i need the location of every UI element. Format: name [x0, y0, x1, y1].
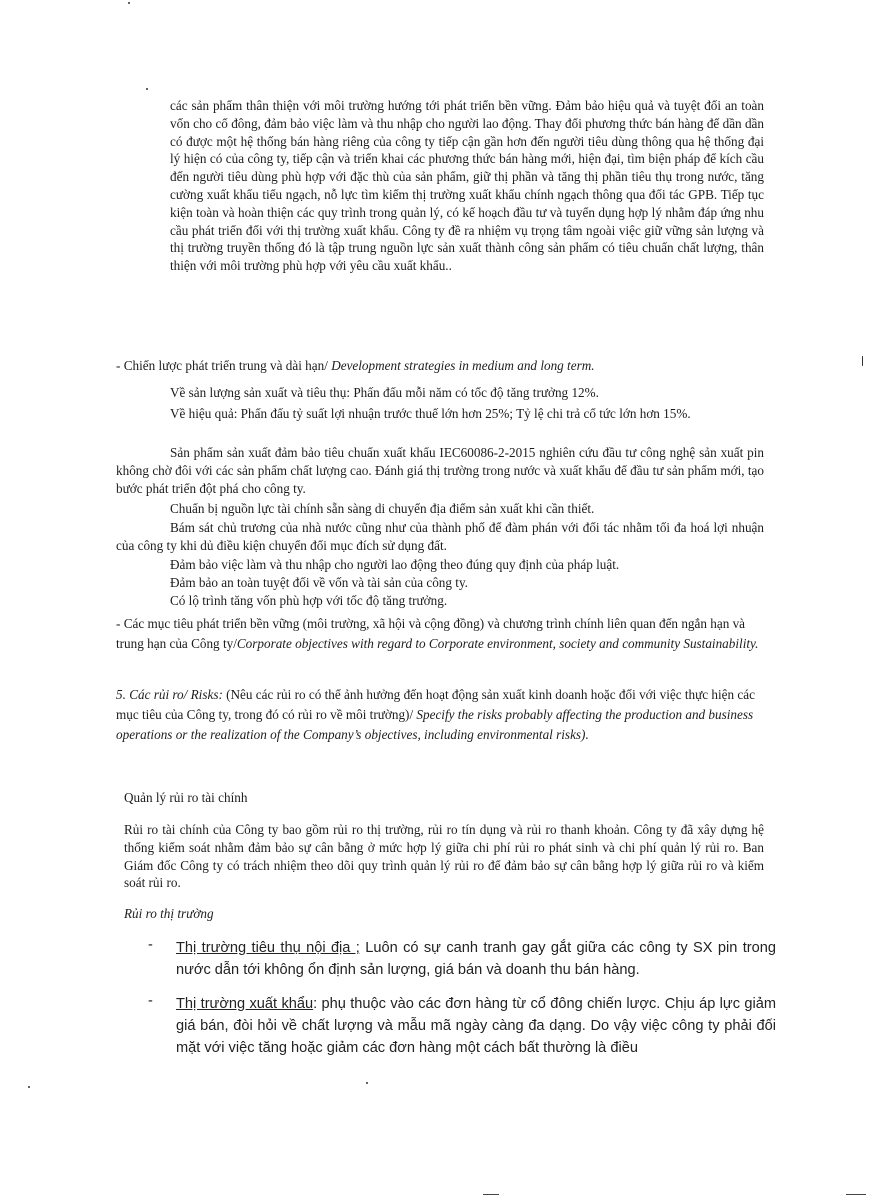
risks-title: 5. Các rủi ro/ Risks:: [116, 687, 223, 702]
strategy-heading: [116, 357, 776, 375]
financial-risk-heading-text: Quản lý rủi ro tài chính: [124, 790, 248, 805]
bullet-item-1: [176, 937, 776, 981]
scan-speck: [28, 1086, 30, 1088]
strategy-line-2: [116, 405, 764, 423]
strategy-line-3: [116, 444, 764, 497]
strategy-line-5: [116, 519, 764, 555]
risks-desc-vn: (Nêu các rủi ro có thể ảnh hưởng đến hoạt động sản xuất kinh doanh hoặc đối với việc thực hiện các mục tiêu của Công ty, trong đó có rủi ro về môi trường)/: [116, 687, 755, 722]
strategy-line-1-text: Về sản lượng sản xuất và tiêu thụ: Phấn đấu mỗi năm có tốc độ tăng trưởng 12%.: [170, 385, 599, 400]
risks-desc-en: Specify the risks probably affecting the production and business operations or the realization of the Company’s objectives, including environmental risks).: [116, 707, 754, 742]
market-risk-heading-text: Rủi ro thị trường: [124, 906, 214, 921]
strategy-heading-en: Development strategies in medium and long term.: [331, 358, 595, 373]
strategy-line-6-text: Đảm bảo việc làm và thu nhập cho người lao động theo đúng quy định của pháp luật.: [170, 557, 620, 572]
strategy-line-1: [170, 384, 770, 402]
strategy-line-8: [170, 592, 770, 610]
strategy-line-7-text: Đảm bảo an toàn tuyệt đối về vốn và tài sản của công ty.: [170, 575, 468, 590]
bullet-1-label: Thị trường tiêu thụ nội địa ;: [176, 940, 360, 956]
strategy-line-2-text: Về hiệu quả: Phấn đấu tỷ suất lợi nhuận trước thuế lớn hơn 25%; Tỷ lệ chi trả cổ tức lớn hơn 15%.: [170, 406, 691, 421]
intro-paragraph: [170, 97, 764, 275]
strategy-line-7: [170, 574, 770, 592]
strategy-line-8-text: Có lộ trình tăng vốn phù hợp với tốc độ tăng trưởng.: [170, 593, 448, 608]
financial-risk-heading: [124, 789, 524, 807]
scan-mark: [846, 1194, 866, 1195]
market-risk-heading: [124, 905, 524, 923]
bullet-1-text: Luôn có sự canh tranh gay gắt giữa các công ty SX pin trong nước dẫn tới không ổn định sản lượng, giá bán và doanh thu bán hàng.: [176, 940, 776, 978]
objectives-en: Corporate objectives with regard to Corporate environment, society and community Sustainability.: [236, 636, 759, 651]
bullet-dash-2-text: -: [148, 993, 153, 1009]
scan-mark: [483, 1194, 499, 1195]
strategy-line-5-text: Bám sát chủ trương của nhà nước cũng như của thành phố để đàm phán với đối tác nhằm tối đa hoá lợi nhuận của công ty khi dủ điều kiện chuyển đổi mục đích sử dụng đất.: [116, 520, 764, 553]
risks-paragraph: [116, 685, 764, 745]
bullet-dash-1: [148, 937, 153, 953]
bullet-2-label: Thị trường xuất khẩu: [176, 996, 314, 1012]
scan-speck: [366, 1082, 368, 1084]
strategy-heading-vn: - Chiến lược phát triển trung và dài hạn/: [116, 358, 332, 373]
strategy-line-4-text: Chuẩn bị nguồn lực tài chính sẵn sàng di chuyển địa điểm sản xuất khi cần thiết.: [170, 501, 595, 516]
objectives-vn: - Các mục tiêu phát triển bền vững (môi trường, xã hội và cộng đồng) và chương trình chính liên quan đến ngắn hạn và trung hạn của Công ty/: [116, 616, 746, 651]
bullet-dash-1-text: -: [148, 937, 153, 953]
bullet-dash-2: [148, 993, 153, 1009]
strategy-line-4: [170, 500, 770, 518]
bullet-item-2: [176, 993, 776, 1059]
financial-risk-paragraph: [124, 821, 764, 892]
financial-risk-text: Rủi ro tài chính của Công ty bao gồm rủi ro thị trường, rủi ro tín dụng và rủi ro thanh khoản. Công ty đã xây dựng hệ thống kiểm soát nhằm đảm bảo sự cân bằng ở mức hợp lý giữa chi phí rủi ro phát sinh và chi phí quản lý rủi ro. Ban Giám đốc Công ty có trách nhiệm theo dõi quy trình quản lý rủi ro để đảm bảo sự cân bằng hợp lý giữa rủi ro và kiểm soát rủi ro.: [124, 822, 764, 891]
scan-speck: [128, 2, 130, 4]
intro-text: các sản phẩm thân thiện với môi trường hướng tới phát triển bền vững. Đảm bảo hiệu quả và tuyệt đối an toàn vốn cho cổ đông, đảm bảo việc làm và thu nhập cho người lao động. Thay đổi phương thức bán hàng để dần dần có được một hệ thống bán hàng riêng của công ty tiếp cận gần hơn đến người tiêu dùng thông qua hệ thống đại lý hiện có của công ty, tiếp cận và triển khai các phương thức bán hàng mới, hiện đại, tìm biện pháp để kích cầu đến người tiêu dùng phù hợp với đặc thù của sản phẩm, giữ thị phần và tăng thị phần tiêu thụ trong nước, tăng cường xuất khẩu tiểu ngạch, nỗ lực tìm kiếm thị trường xuất khẩu chính ngạch thông qua đối tác GPB. Tiếp tục kiện toàn và hoàn thiện các quy trình trong quản lý, có kế hoạch đầu tư và tuyển dụng hợp lý nhằm đáp ứng nhu cầu phát triển đối với thị trường xuất khẩu. Công ty đề ra nhiệm vụ trọng tâm ngoài việc giữ vững sản lượng và thị trường truyền thống đó là tập trung nguồn lực sản xuất thành công sản phẩm có tiêu chuẩn chất lượng, thân thiện với môi trường phù hợp với yêu cầu xuất khẩu..: [170, 98, 764, 274]
strategy-line-3-text: Sản phẩm sản xuất đảm bảo tiêu chuẩn xuất khẩu IEC60086-2-2015 nghiên cứu đầu tư công nghệ sản xuất pin không chờ đôi với các sản phẩm chất lượng cao. Đánh giá thị trường trong nước và xuất khẩu để đầu tư sản phẩm mới, tạo bước phát triển đột phá cho công ty.: [116, 445, 764, 496]
objectives-paragraph: [116, 614, 764, 654]
scan-speck: [146, 88, 148, 90]
strategy-line-6: [170, 556, 770, 574]
scan-speck: [862, 356, 863, 366]
bullet-2-text: : phụ thuộc vào các đơn hàng từ cổ đông chiến lược. Chịu áp lực giảm giá bán, đòi hỏi về chất lượng và mẫu mã ngày càng đa dạng. Do vậy việc công ty phải đối mặt với việc tăng hoặc giảm các đơn hàng một cách bất thường là điều: [176, 996, 776, 1056]
